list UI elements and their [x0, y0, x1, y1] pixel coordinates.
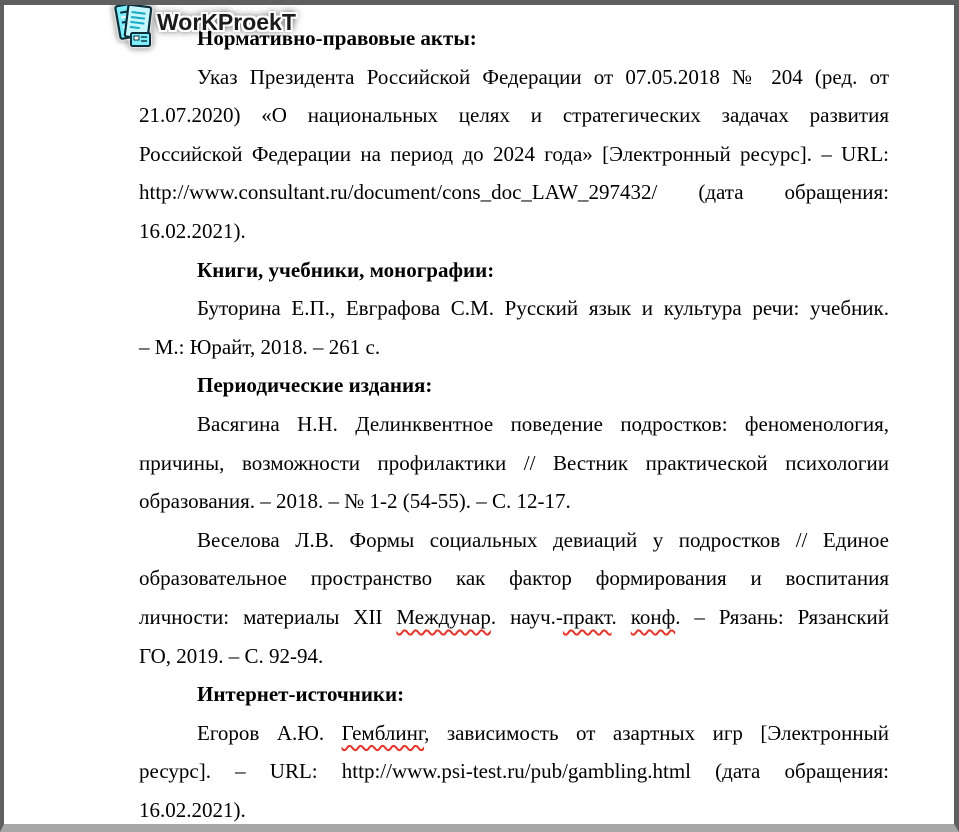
text-line	[139, 598, 889, 637]
text-segment: образовательное пространство как фактор формирования и воспитания	[139, 566, 889, 591]
text-segment: . науч.-	[490, 604, 563, 629]
misspelled-word: практ	[562, 604, 612, 629]
text-segment: Васягина Н.Н. Делинквентное поведение подростков: феноменология,	[197, 411, 889, 436]
text-segment: причины, возможности профилактики // Вестник практической психологии	[139, 450, 889, 475]
text-segment: Книги, учебники, монографии:	[197, 257, 495, 282]
text-line	[139, 752, 889, 791]
text-line	[139, 444, 889, 483]
text-line	[139, 559, 889, 598]
text-line	[139, 173, 889, 212]
text-line	[139, 637, 889, 676]
text-segment: , зависимость от азартных игр [Электронный	[424, 720, 889, 745]
text-segment: 21.07.2020) «О национальных целях и стратегических задачах развития	[139, 103, 889, 128]
section-heading	[139, 251, 889, 290]
text-segment: .	[611, 604, 631, 629]
text-segment: образования. – 2018. – № 1-2 (54-55). – С. 12-17.	[139, 489, 571, 514]
misspelled-word: Гемблинг	[341, 720, 425, 745]
text-line	[139, 521, 889, 560]
text-segment: Российской Федерации на период до 2024 года» [Электронный ресурс]. – URL:	[139, 141, 889, 166]
text-segment: Указ Президента Российской Федерации от 07.05.2018 № 204 (ред. от	[197, 64, 889, 89]
section-heading	[139, 675, 889, 714]
text-segment: Интернет-источники:	[197, 682, 405, 707]
text-segment: 16.02.2021).	[139, 218, 246, 243]
text-line	[139, 289, 889, 328]
section-heading	[139, 19, 889, 58]
text-segment: – М.: Юрайт, 2018. – 261 с.	[139, 334, 381, 359]
logo-text: WorKProekT	[157, 9, 296, 35]
misspelled-word: Междунар	[396, 604, 491, 629]
text-line	[139, 791, 889, 830]
text-segment: Периодические издания:	[197, 373, 433, 398]
text-segment: Егоров А.Ю.	[197, 720, 342, 745]
text-line	[139, 328, 889, 367]
document-text	[139, 19, 889, 829]
text-line	[139, 482, 889, 521]
text-segment: ГО, 2019. – С. 92-94.	[139, 643, 324, 668]
text-segment: Веселова Л.В. Формы социальных девиаций у подростков // Единое	[197, 527, 889, 552]
text-line	[139, 212, 889, 251]
misspelled-word: конф	[630, 604, 676, 629]
text-segment: ресурс]. – URL: http://www.psi-test.ru/pub/gambling.html (дата обращения:	[139, 759, 889, 784]
text-segment: 16.02.2021).	[139, 797, 246, 822]
text-segment: личности: материалы XII	[139, 604, 397, 629]
text-line	[139, 96, 889, 135]
text-line	[139, 58, 889, 97]
text-segment: http://www.consultant.ru/document/cons_doc_LAW_297432/ (дата обращения:	[139, 180, 889, 205]
text-segment: Нормативно-правовые акты:	[197, 26, 477, 50]
section-heading	[139, 366, 889, 405]
text-line	[139, 714, 889, 753]
text-line	[139, 405, 889, 444]
text-segment: . – Рязань: Рязанский	[675, 604, 889, 629]
text-segment: Буторина Е.П., Евграфова С.М. Русский язык и культура речи: учебник.	[197, 296, 889, 321]
text-line	[139, 135, 889, 174]
